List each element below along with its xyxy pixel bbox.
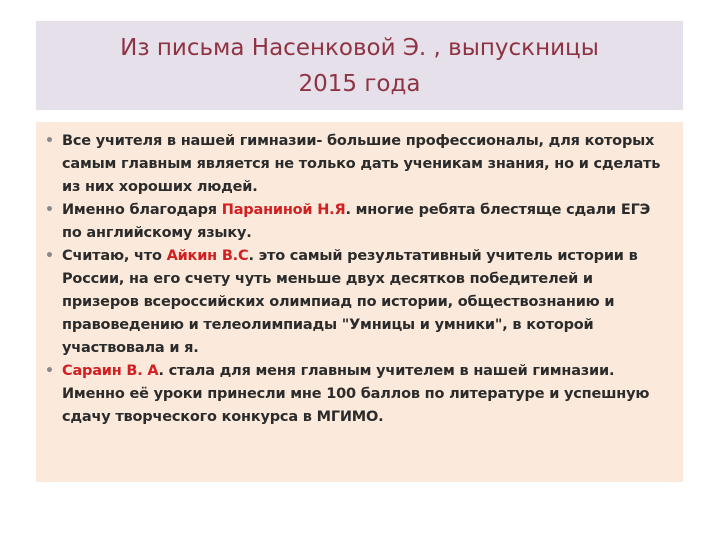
content-box	[36, 122, 683, 482]
slide-title-line-1: Из письма Насенковой Э. , выпускницы	[120, 34, 599, 61]
bullet-text-pre: Именно благодаря	[62, 202, 222, 218]
title-box	[36, 21, 683, 110]
bullet-dot-icon: •	[45, 202, 54, 218]
bullet-item-3	[45, 245, 673, 360]
bullet-list	[45, 130, 673, 429]
bullet-dot-icon: •	[45, 133, 54, 149]
bullet-text-post: . это самый результативный учитель истории в России, на его счету чуть меньше двух десятков победителей и призеров всероссийских олимпиад по истории, обществознанию и правоведению и телеолимпиады "Умницы и умники", в которой участвовала и я.	[62, 248, 638, 356]
bullet-dot-icon: •	[45, 363, 54, 379]
bullet-text: Все учителя в нашей гимназии- большие профессионалы, для которых самым главным является не только дать ученикам знания, но и сделать из них хороших людей.	[62, 133, 661, 195]
bullet-text-pre: Считаю, что	[62, 248, 167, 264]
bullet-item-2	[45, 199, 673, 245]
bullet-text-post: . стала для меня главным учителем в нашей гимназии. Именно её уроки принесли мне 100 баллов по литературе и успешную сдачу творческого конкурса в МГИМО.	[62, 363, 650, 425]
bullet-text-post: . многие ребята блестяще сдали ЕГЭ по английскому языку.	[62, 202, 651, 241]
teacher-name-aikin: Айкин В.С	[166, 248, 249, 264]
teacher-name-paranina: Параниной Н.Я	[221, 202, 346, 218]
slide-title	[120, 30, 599, 102]
bullet-item-4	[45, 360, 673, 429]
teacher-name-sarain: Сараин В. А	[62, 363, 159, 379]
bullet-dot-icon: •	[45, 248, 54, 264]
slide-title-line-2: 2015 года	[298, 70, 421, 97]
bullet-item-1	[45, 130, 673, 199]
